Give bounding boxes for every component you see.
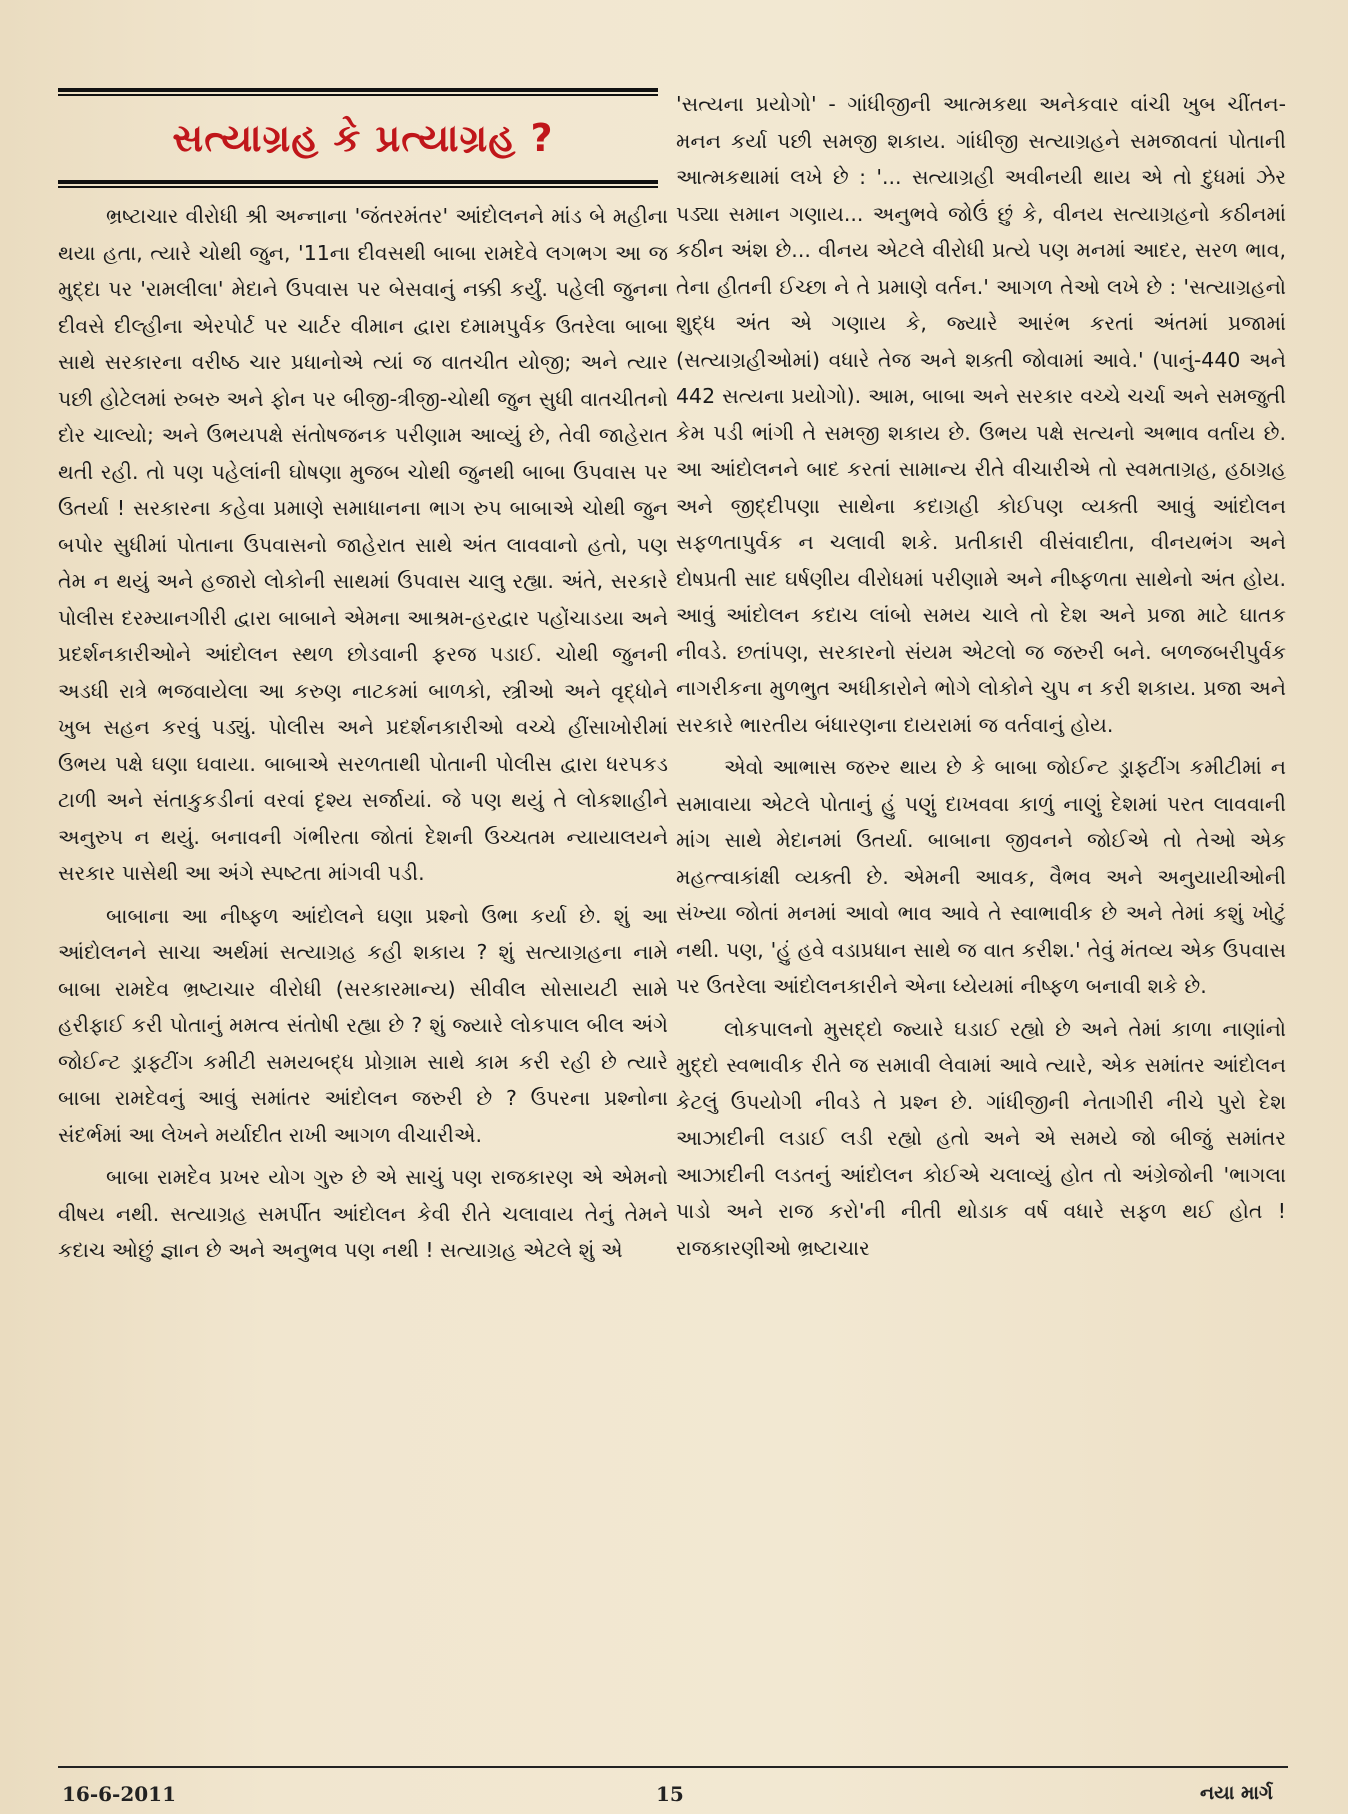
right-column: [676, 86, 1286, 1776]
title-bottom-rule: [58, 180, 658, 188]
right-paragraph-2: [676, 749, 1286, 1005]
right-paragraph-2-text: એવો આભાસ જરુર થાય છે કે બાબા જોઈન્ટ ડ્રાફ્ટીંગ કમીટીમાં ન સમાવાયા એટલે પોતાનું હું પણું દાખવવા કાળું નાણું દેશમાં પરત લાવવાની માંગ સાથે મેદાનમાં ઉતર્યા. બાબાના જીવનને જોઈએ તો તેઓ એક મહત્ત્વાકાંક્ષી વ્યક્તી છે. એમની આવક, વૈભવ અને અનુયાયીઓની સંખ્યા જોતાં મનમાં આવો ભાવ આવે તે સ્વાભાવીક છે અને તેમાં કશું ખોટું નથી. પણ, 'હું હવે વડાપ્રધાન સાથે જ વાત કરીશ.' તેવું મંતવ્ય એક ઉપવાસ પર ઉતરેલા આંદોલનકારીને એના ધ્યેયમાં નીષ્ફળ બનાવી શકે છે.: [676, 755, 1286, 998]
left-column: [58, 88, 668, 1778]
title-box: [58, 102, 668, 174]
right-paragraph-3-text: લોકપાલનો મુસદ્દો જ્યારે ઘડાઈ રહ્યો છે અને તેમાં કાળા નાણાંનો મુદ્દો સ્વભાવીક રીતે જ સમાવી લેવામાં આવે ત્યારે, એક સમાંતર આંદોલન કેટલું ઉપયોગી નીવડે તે પ્રશ્ન છે. ગાંધીજીની નેતાગીરી નીચે પુરો દેશ આઝાદીની લડાઈ લડી રહ્યો હતો અને એ સમયે જો બીજું સમાંતર આઝાદીની લડતનું આંદોલન કોઈએ ચલાવ્યું હોત તો અંગ્રેજોની 'ભાગલા પાડો અને રાજ કરો'ની નીતી થોડાક વર્ષ વધારે સફળ થઈ હોત ! રાજકારણીઓ ભ્રષ્ટાચાર: [676, 1016, 1286, 1260]
right-paragraph-1-text: 'સત્યના પ્રયોગો' - ગાંધીજીની આત્મકથા અનેકવાર વાંચી ખુબ ચીંતન-મનન કર્યા પછી સમજી શકાય. ગાંધીજી સત્યાગ્રહને સમજાવતાં પોતાની આત્મકથામાં લખે છે : '... સત્યાગ્રહી અવીનયી થાય એ તો દુધમાં ઝેર પડ્યા સમાન ગણાય... અનુભવે જોઉં છું કે, વીનય સત્યાગ્રહનો કઠીનમાં કઠીન અંશ છે... વીનય એટલે વીરોધી પ્રત્યે પણ મનમાં આદર, સરળ ભાવ, તેના હીતની ઈચ્છા ને તે પ્રમાણે વર્તન.' આગળ તેઓ લખે છે : 'સત્યાગ્રહનો શુદ્ધ અંત એ ગણાય કે, જ્યારે આરંભ કરતાં અંતમાં પ્રજામાં (સત્યાગ્રહીઓમાં) વધારે તેજ અને શક્તી જોવામાં આવે.' (પાનું-440 અને 442 સત્યના પ્રયોગો). આમ, બાબા અને સરકાર વચ્ચે ચર્ચા અને સમજુતી કેમ પડી ભાંગી તે સમજી શકાય છે. ઉભય પક્ષે સત્યનો અભાવ વર્તાય છે. આ આંદોલનને બાદ કરતાં સામાન્ય રીતે વીચારીએ તો સ્વમતાગ્રહ, હઠાગ્રહ અને જીદ્દીપણા સાથેના કદાગ્રહી કોઈપણ વ્યક્તી આવું આંદોલન સફળતાપુર્વક ન ચલાવી શકે. પ્રતીકારી વીસંવાદીતા, વીનયભંગ અને દોષપ્રતી સાદ ઘર્ષણીય વીરોધમાં પરીણામે અને નીષ્ફળતા સાથેનો અંત હોય. આવું આંદોલન કદાચ લાંબો સમય ચાલે તો દેશ અને પ્રજા માટે ઘાતક નીવડે. છતાંપણ, સરકારનો સંયમ એટલો જ જરુરી બને. બળજબરીપુર્વક નાગરીકના મુળભુત અધીકારોને ભોગે લોકોને ચુપ ન કરી શકાય. પ્રજા અને સરકારે ભારતીય બંધારણના દાયરામાં જ વર્તવાનું હોય.: [676, 92, 1286, 737]
right-paragraph-1: [676, 86, 1286, 743]
footer-date: 16-6-2011: [62, 1782, 177, 1806]
right-paragraph-3: [676, 1011, 1286, 1267]
title-top-rule: [58, 88, 658, 96]
magazine-name: નયા માર્ગ: [1200, 1782, 1273, 1804]
left-paragraph-3: [58, 1159, 668, 1269]
page-number: 15: [656, 1782, 684, 1806]
footer-rule: [58, 1766, 1288, 1768]
left-paragraph-2: [58, 898, 668, 1154]
left-paragraph-3-text: બાબા રામદેવ પ્રખર યોગ ગુરુ છે એ સાચું પણ રાજકારણ એ એમનો વીષય નથી. સત્યાગ્રહ સમર્પીત આંદોલન કેવી રીતે ચલાવાય તેનું તેમને કદાચ ઓછું જ્ઞાન છે અને અનુભવ પણ નથી ! સત્યાગ્રહ એટલે શું એ: [58, 1165, 668, 1262]
article-title: સત્યાગ્રહ કે પ્રત્યાગ્રહ ?: [172, 115, 554, 160]
left-paragraph-2-text: બાબાના આ નીષ્ફળ આંદોલને ઘણા પ્રશ્નો ઉભા કર્યા છે. શું આ આંદોલનને સાચા અર્થમાં સત્યાગ્રહ કહી શકાય ? શું સત્યાગ્રહના નામે બાબા રામદેવ ભ્રષ્ટાચાર વીરોધી (સરકારમાન્ય) સીવીલ સોસાયટી સામે હરીફાઈ કરી પોતાનું મમત્વ સંતોષી રહ્યા છે ? શું જ્યારે લોકપાલ બીલ અંગે જોઈન્ટ ડ્રાફ્ટીંગ કમીટી સમયબદ્ધ પ્રોગ્રામ સાથે કામ કરી રહી છે ત્યારે બાબા રામદેવનું આવું સમાંતર આંદોલન જરુરી છે ? ઉપરના પ્રશ્નોના સંદર્ભમાં આ લેખને મર્યાદીત રાખી આગળ વીચારીએ.: [58, 903, 668, 1147]
left-paragraph-1-text: ભ્રષ્ટાચાર વીરોધી શ્રી અન્નાના 'જંતરમંતર' આંદોલનને માંડ બે મહીના થયા હતા, ત્યારે ચોથી જુન, '11ના દીવસથી બાબા રામદેવે લગભગ આ જ મુદ્દા પર 'રામલીલા' મેદાને ઉપવાસ પર બેસવાનું નક્કી કર્યું. પહેલી જુનના દીવસે દીલ્હીના એરપોર્ટ પર ચાર્ટર વીમાન દ્વારા દમામપુર્વક ઉતરેલા બાબા સાથે સરકારના વરીષ્ઠ ચાર પ્રધાનોએ ત્યાં જ વાતચીત યોજી; અને ત્યાર પછી હોટેલમાં રુબરુ અને ફોન પર બીજી-ત્રીજી-ચોથી જુન સુધી વાતચીતનો દોર ચાલ્યો; અને ઉભયપક્ષે સંતોષજનક પરીણામ આવ્યું છે, તેવી જાહેરાત થતી રહી. તો પણ પહેલાંની ઘોષણા મુજબ ચોથી જુનથી બાબા ઉપવાસ પર ઉતર્યા ! સરકારના કહેવા પ્રમાણે સમાધાનના ભાગ રુપ બાબાએ ચોથી જુન બપોર સુધીમાં પોતાના ઉપવાસનો જાહેરાત સાથે અંત લાવવાનો હતો, પણ તેમ ન થયું અને હજારો લોકોની સાથમાં ઉપવાસ ચાલુ રહ્યા. અંતે, સરકારે પોલીસ દરમ્યાનગીરી દ્વારા બાબાને એમના આશ્રમ-હરદ્વાર પહોંચાડયા અને પ્રદર્શનકારીઓને આંદોલન સ્થળ છોડવાની ફરજ પડાઈ. ચોથી જુનની અડધી રાત્રે ભજવાયેલા આ કરુણ નાટકમાં બાળકો, સ્ત્રીઓ અને વૃદ્ધોને ખુબ સહન કરવું પડ્યું. પોલીસ અને પ્રદર્શનકારીઓ વચ્ચે હીંસાખોરીમાં ઉભય પક્ષે ઘણા ઘવાયા. બાબાએ સરળતાથી પોતાની પોલીસ દ્વારા ધરપકડ ટાળી અને સંતાકુકડીનાં વરવાં દૃશ્ય સર્જાયાં. જે પણ થયું તે લોકશાહીને અનુરુપ ન થયું. બનાવની ગંભીરતા જોતાં દેશની ઉચ્ચતમ ન્યાયાલયને સરકાર પાસેથી આ અંગે સ્પષ્ટતા માંગવી પડી.: [58, 204, 668, 885]
left-paragraph-1: [58, 198, 668, 892]
